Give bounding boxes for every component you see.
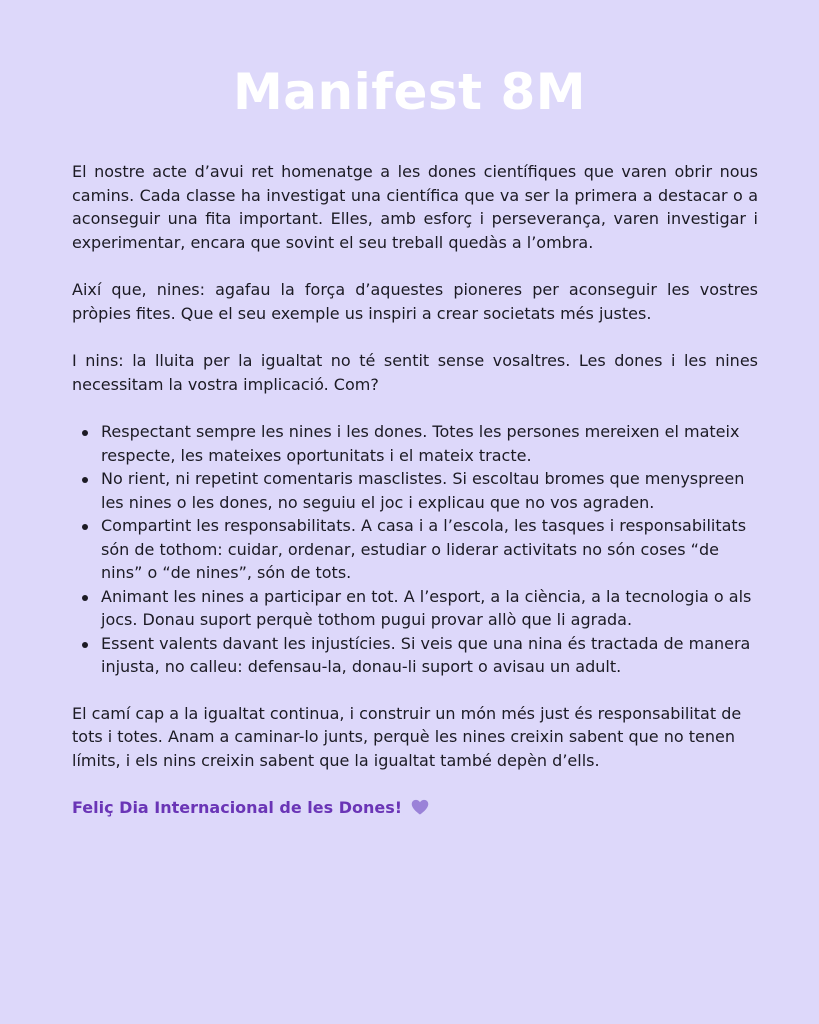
manifesto-body — [72, 160, 758, 820]
closing-text: Feliç Dia Internacional de les Dones! — [72, 798, 403, 817]
purple-heart-icon — [411, 799, 429, 815]
bullet-icon — [82, 430, 88, 436]
list-item — [72, 420, 758, 467]
bullet-icon — [82, 524, 88, 530]
boys-paragraph: I nins: la lluita per la igualtat no té sentit sense vosaltres. Les dones i les nines necessitam la vostra implicació. Com? — [72, 351, 758, 394]
bullet-icon — [82, 595, 88, 601]
list-item-text: Respectant sempre les nines i les dones. Totes les persones mereixen el mateix respecte, les mateixes oportunitats i el mateix tracte. — [101, 422, 740, 465]
list-item — [72, 514, 758, 585]
intro-paragraph: El nostre acte d’avui ret homenatge a les dones científiques que varen obrir nous camins. Cada classe ha investigat una científica que va ser la primera a destacar o a aconseguir una fita important. Elles, amb esforç i perseverança, varen investigar i experimentar, encara que sovint el seu treball quedàs a l’ombra. — [72, 162, 758, 252]
list-item-text: No rient, ni repetint comentaris masclistes. Si escoltau bromes que menyspreen les nines o les dones, no seguiu el joc i explicau que no vos agraden. — [101, 469, 745, 512]
page-title: Manifest 8M — [232, 63, 586, 121]
list-item — [72, 585, 758, 632]
list-item-text: Animant les nines a participar en tot. A l’esport, a la ciència, a la tecnologia o als jocs. Donau suport perquè tothom pugui provar allò que li agrada. — [101, 586, 752, 629]
closing-line — [72, 796, 758, 820]
list-item — [72, 467, 758, 514]
conclusion-paragraph: El camí cap a la igualtat continua, i construir un món més just és responsabilitat de tots i totes. Anam a caminar-lo junts, perquè les nines creixin sabent que no tenen límits, i els nins creixin sabent que la igualtat també depèn d’ells. — [72, 703, 742, 770]
list-item-text: Compartint les responsabilitats. A casa i a l’escola, les tasques i responsabilitats són de tothom: cuidar, ordenar, estudiar o liderar activitats no són coses “de nins” o “de nines”, són de tots. — [101, 516, 747, 582]
list-item-text: Essent valents davant les injustícies. Si veis que una nina és tractada de manera injusta, no calleu: defensau-la, donau-li suport o avisau un adult. — [101, 633, 751, 676]
bullet-icon — [82, 477, 88, 483]
girls-paragraph: Així que, nines: agafau la força d’aquestes pioneres per aconseguir les vostres pròpies fites. Que el seu exemple us inspiri a crear societats més justes. — [72, 280, 758, 323]
list-item — [72, 632, 758, 679]
bullet-icon — [82, 642, 88, 648]
actions-list — [72, 420, 758, 679]
